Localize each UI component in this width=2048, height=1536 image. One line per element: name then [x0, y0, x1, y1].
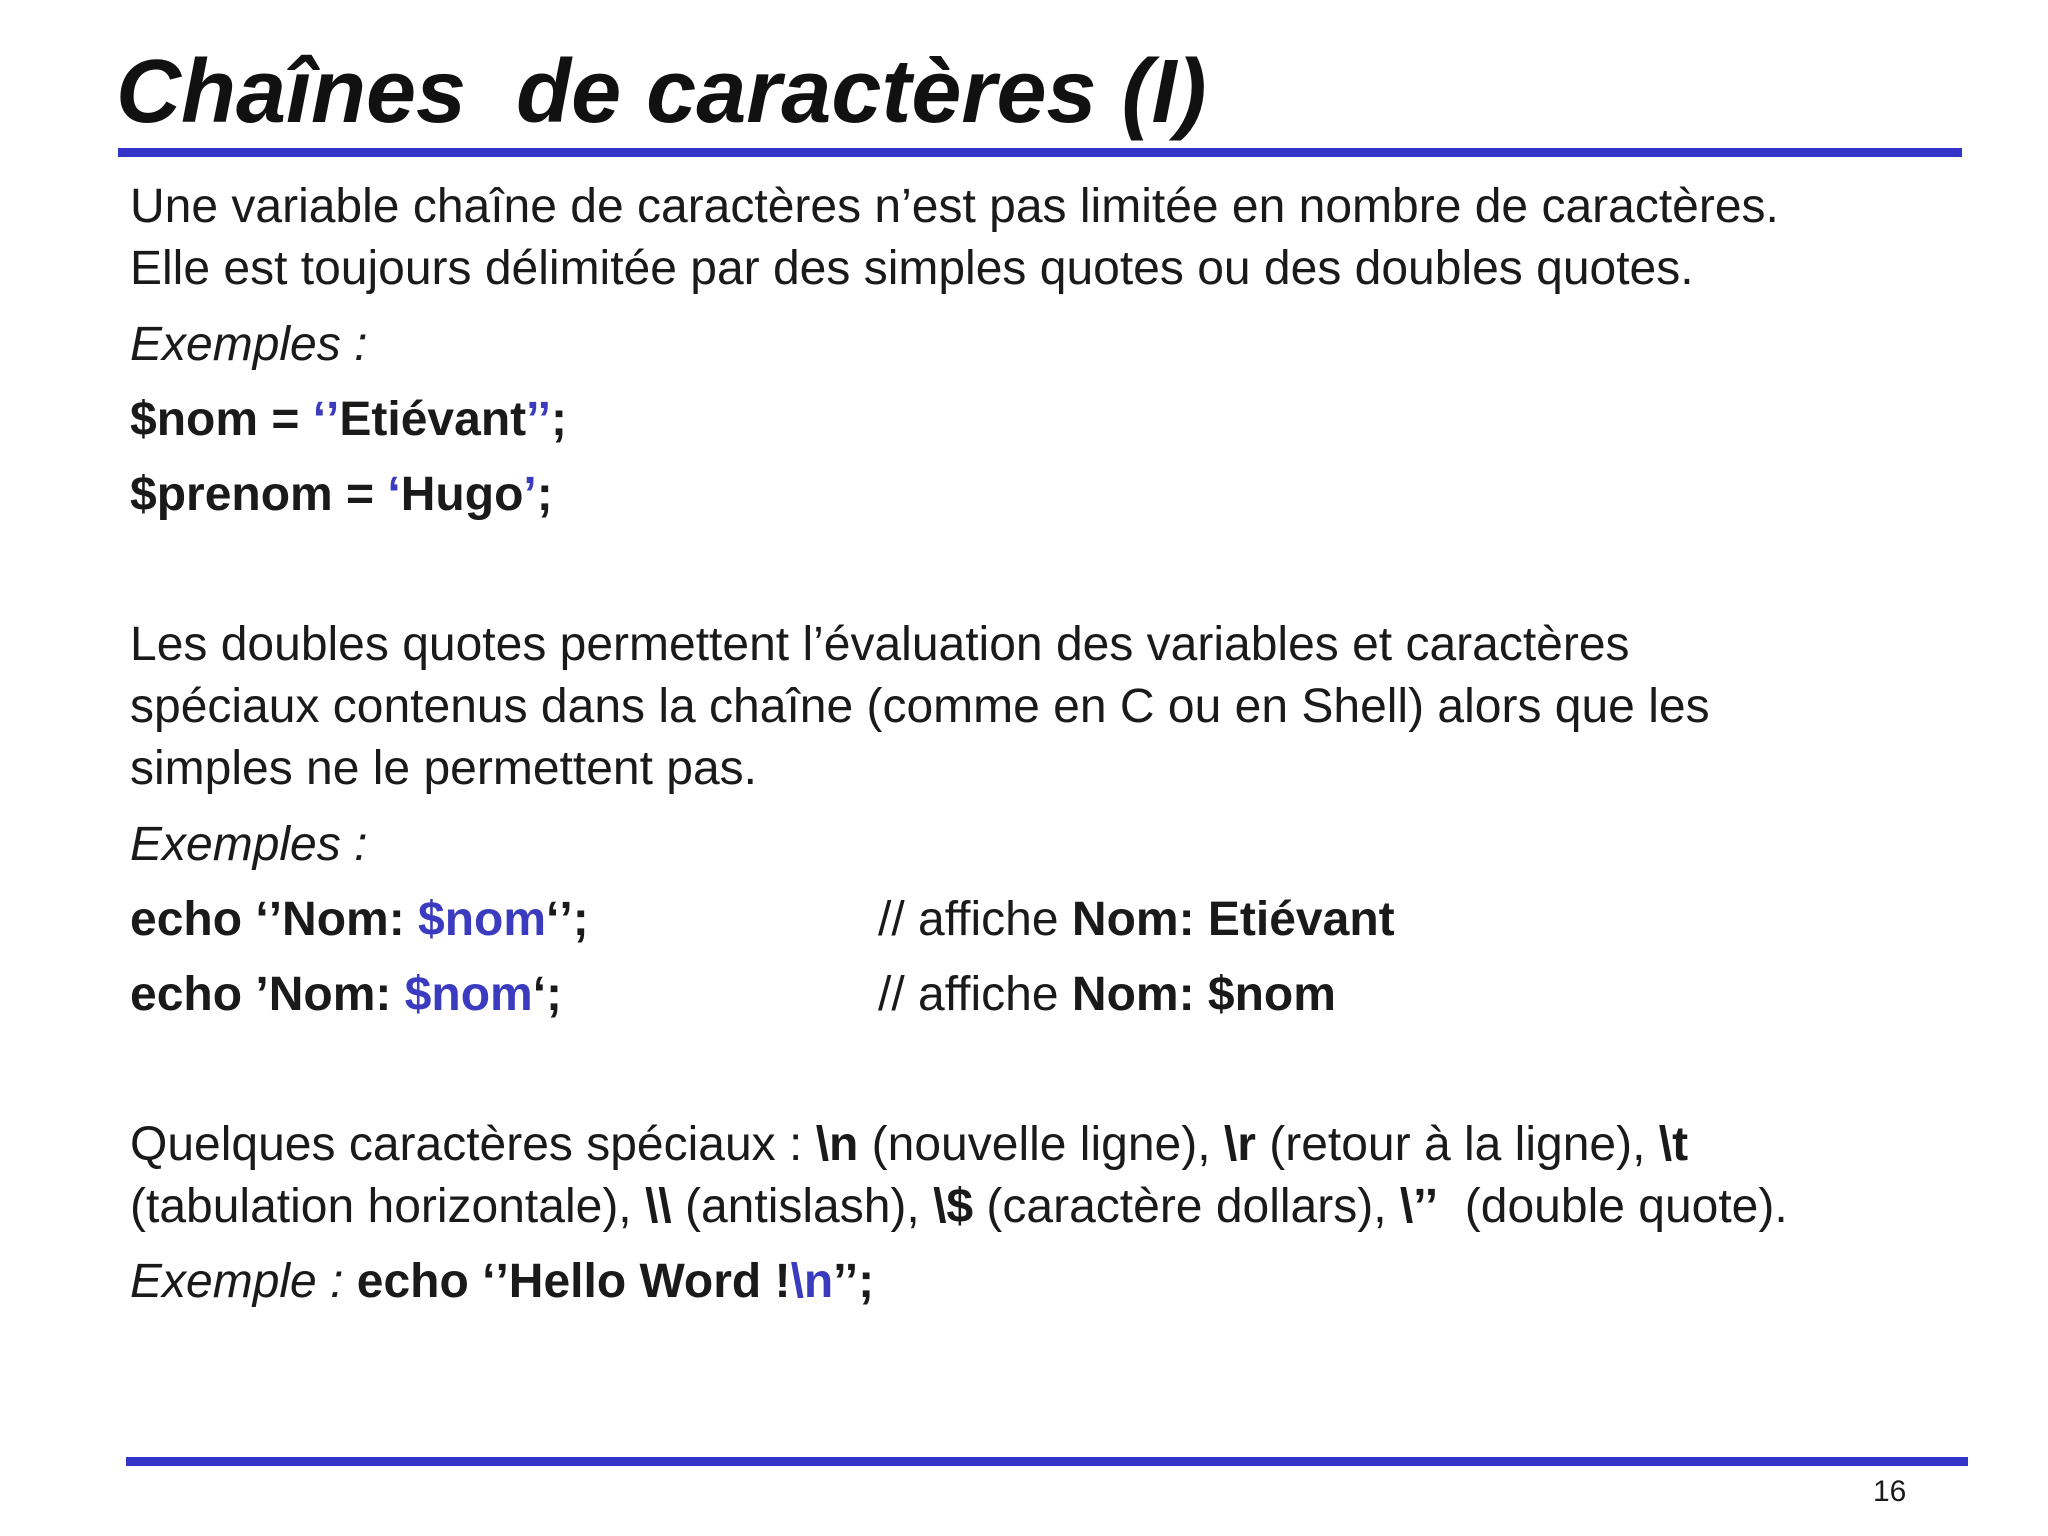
examples-label-2: Exemples : [130, 818, 368, 871]
code-suffix: ‘; [532, 968, 563, 1021]
text: (antislash), [671, 1180, 934, 1233]
escape-code: \$ [933, 1180, 974, 1233]
code-end: ; [551, 393, 567, 446]
code-comment [878, 964, 1336, 1026]
code-lhs: $prenom = [130, 468, 388, 521]
slide-title: Chaînes de caractères (I) [116, 42, 1207, 142]
example-nom-assignment [130, 389, 567, 451]
code-end: ; [536, 468, 553, 521]
specials-line-1 [130, 1114, 1688, 1176]
comment-text: // affiche [878, 968, 1072, 1021]
escape-code: \\ [644, 1180, 672, 1233]
escape-code: \r [1223, 1118, 1256, 1171]
code-prefix: echo ‘’Nom: [130, 893, 419, 946]
code-string-value: Etiévant [339, 393, 527, 446]
code-variable: $nom [418, 893, 547, 946]
code-quote-close: ’’ [526, 393, 552, 446]
code-suffix: ‘’; [546, 893, 589, 946]
text: (retour à la ligne), [1255, 1118, 1659, 1171]
escape-code: \t [1658, 1118, 1689, 1171]
text: Quelques caractères spéciaux : [130, 1118, 816, 1171]
code-quote-close: ’ [523, 468, 537, 521]
code-escape: \n [790, 1255, 834, 1308]
code-prefix: echo ‘’Hello Word ! [356, 1255, 791, 1308]
code-lhs: $nom = [130, 393, 313, 446]
specials-line-2 [130, 1176, 1788, 1238]
code-quote-open: ‘ [387, 468, 401, 521]
example-label: Exemple : [130, 1255, 357, 1308]
text: (double quote). [1438, 1180, 1788, 1233]
doubles-line-2: spéciaux contenus dans la chaîne (comme en C ou en Shell) alors que les [130, 680, 1710, 733]
doubles-line-1: Les doubles quotes permettent l’évaluation des variables et caractères [130, 618, 1630, 671]
footer-divider [126, 1457, 1968, 1466]
code-comment [878, 889, 1395, 951]
code-string-value: Hugo [400, 468, 524, 521]
doubles-line-3: simples ne le permettent pas. [130, 742, 757, 795]
title-divider [118, 148, 1962, 157]
example-echo-single [130, 964, 1336, 1026]
intro-line-2: Elle est toujours délimitée par des simples quotes ou des doubles quotes. [130, 242, 1694, 295]
text: (nouvelle ligne), [858, 1118, 1224, 1171]
code-prefix: echo ’Nom: [130, 968, 405, 1021]
escape-code: \’’ [1399, 1180, 1439, 1233]
example-prenom-assignment [130, 464, 553, 526]
escape-code: \n [815, 1118, 859, 1171]
code-suffix: ’’; [833, 1255, 875, 1308]
example-echo-double [130, 889, 1395, 951]
example-hello [130, 1251, 874, 1313]
examples-label-1: Exemples : [130, 318, 368, 371]
comment-result: Nom: Etiévant [1071, 893, 1395, 946]
page-number: 16 [1873, 1475, 1907, 1508]
comment-text: // affiche [878, 893, 1072, 946]
comment-result: Nom: $nom [1071, 968, 1336, 1021]
code-variable: $nom [404, 968, 533, 1021]
intro-line-1: Une variable chaîne de caractères n’est pas limitée en nombre de caractères. [130, 180, 1779, 233]
code-quote-open: ‘’ [312, 393, 340, 446]
text: (tabulation horizontale), [130, 1180, 645, 1233]
text: (caractère dollars), [973, 1180, 1400, 1233]
